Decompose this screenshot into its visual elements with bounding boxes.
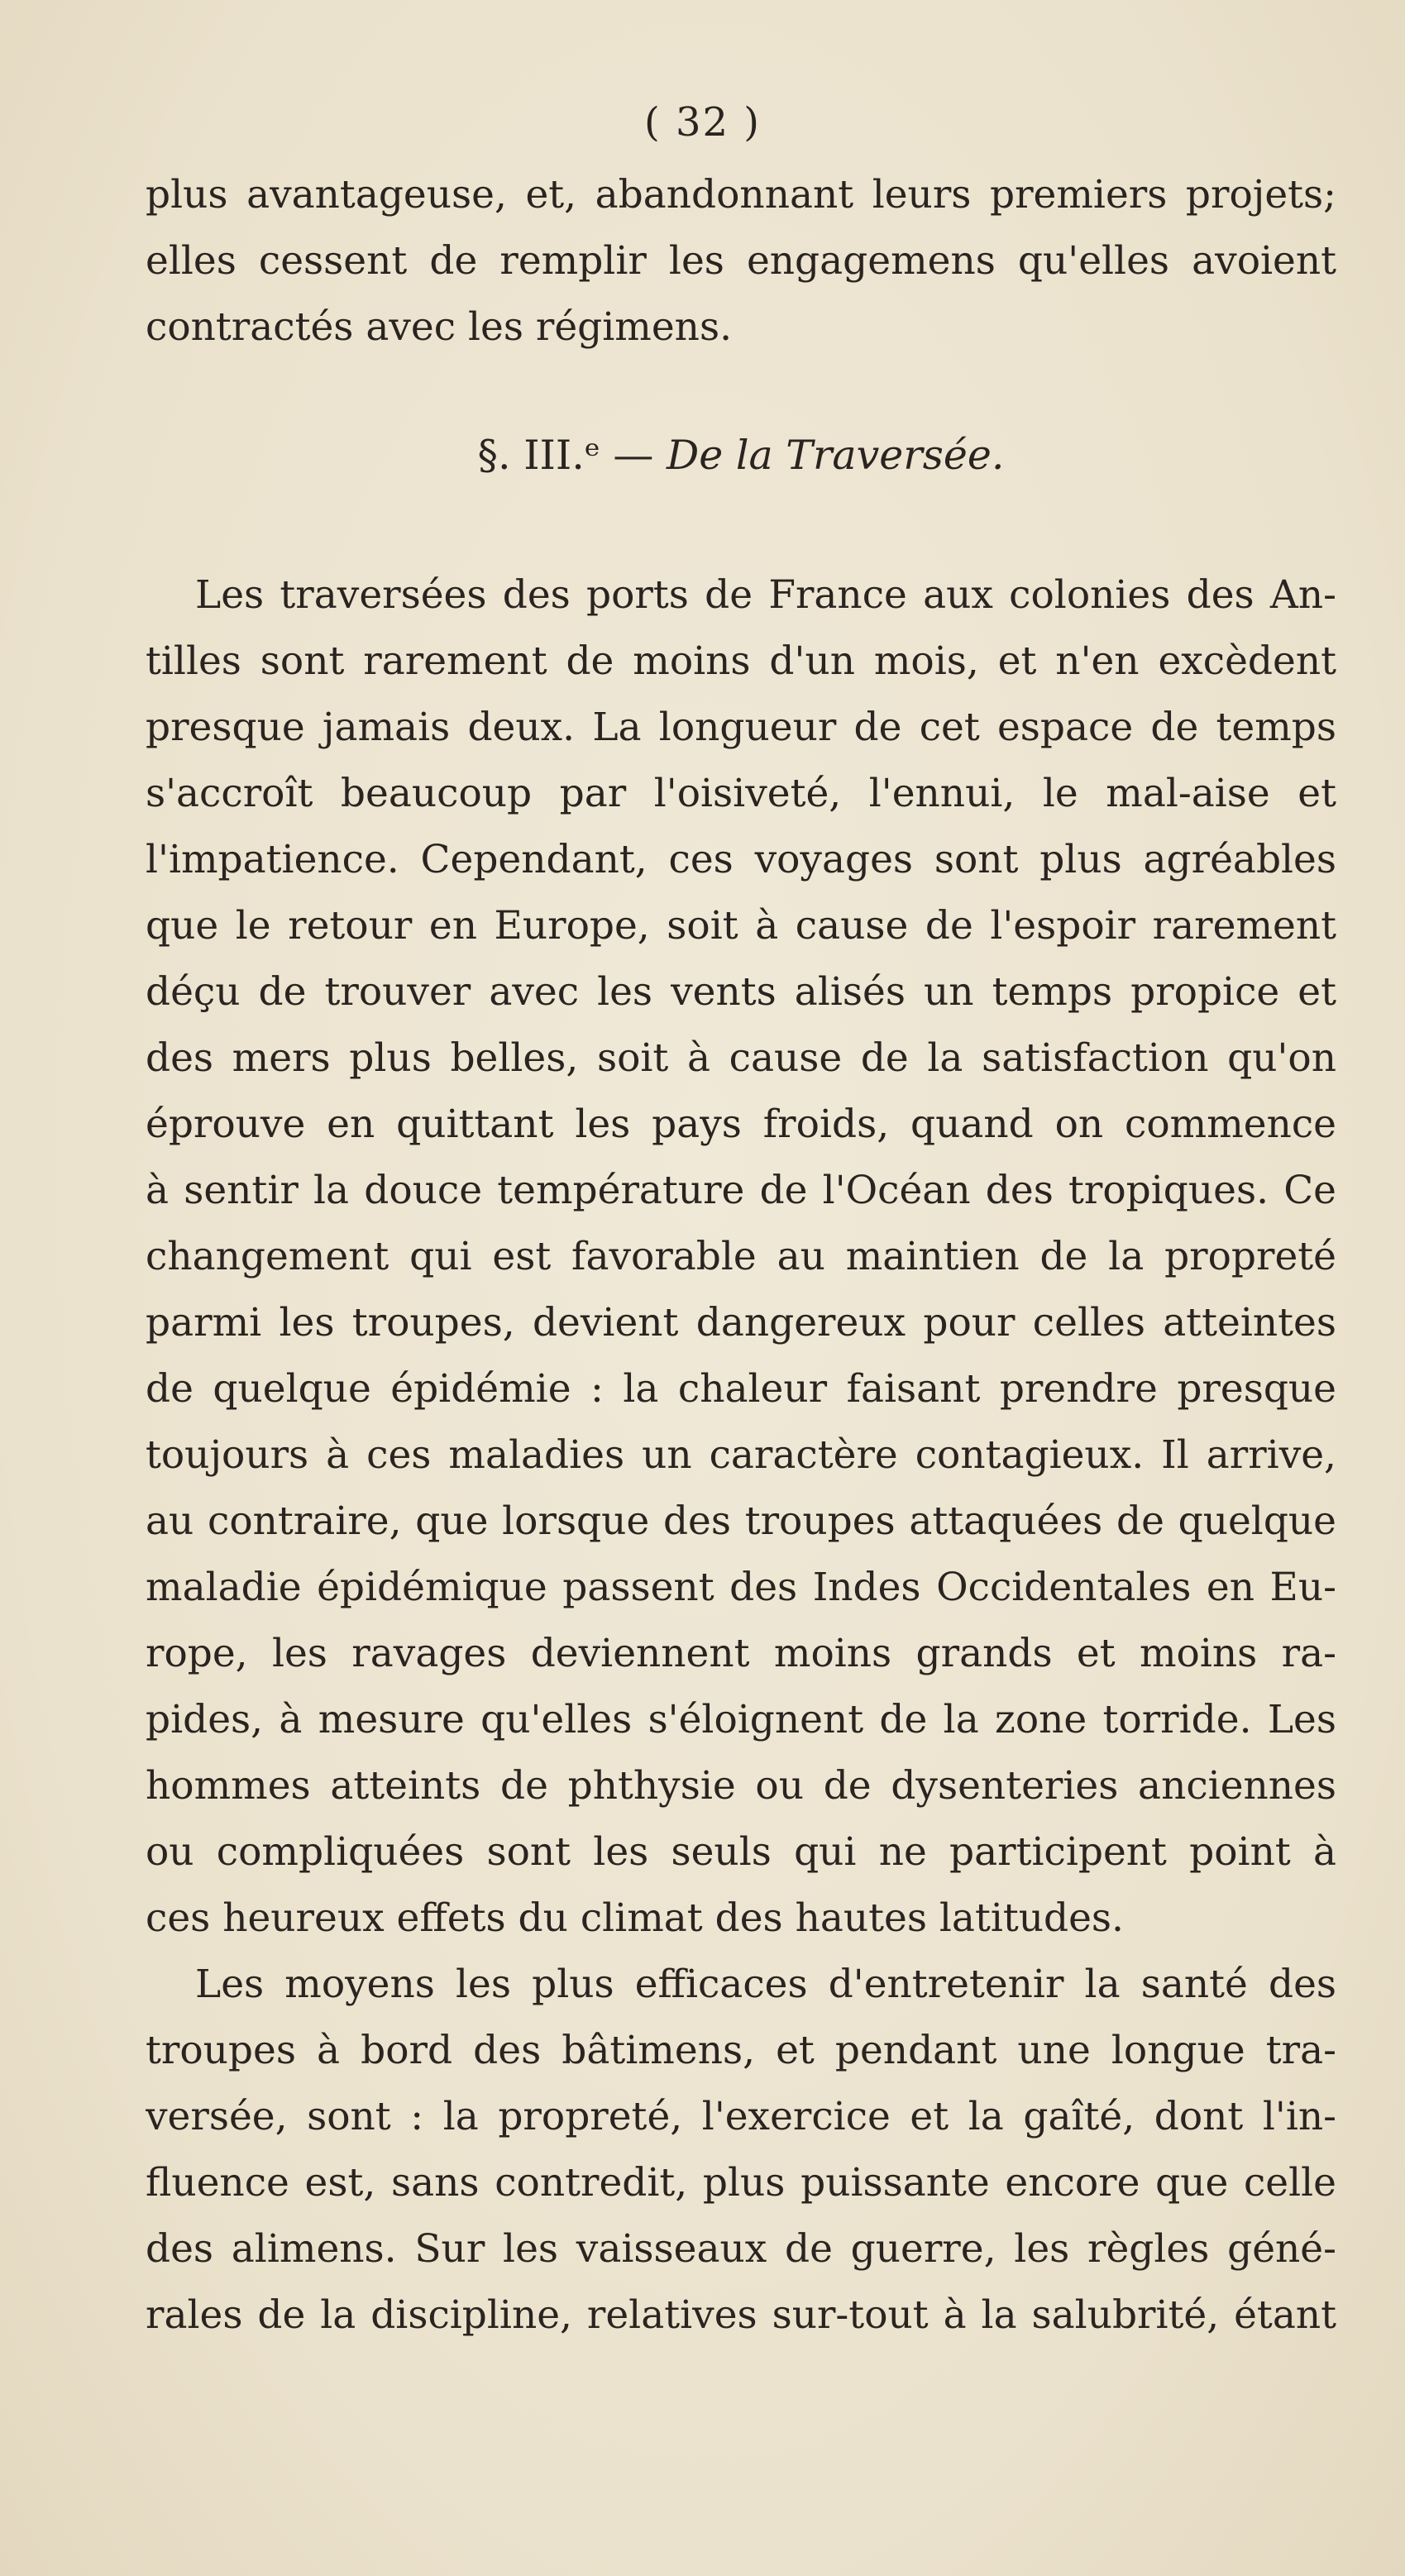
- text-line: des alimens. Sur les vaisseaux de guerre, les règles géné-: [146, 2226, 1336, 2272]
- text-line: maladie épidémique passent des Indes Occidentales en Eu-: [146, 1565, 1336, 1610]
- text-line: ou compliquées sont les seuls qui ne participent point à: [146, 1829, 1336, 1875]
- text-line: au contraire, que lorsque des troupes attaquées de quelque: [146, 1498, 1336, 1544]
- text-line: changement qui est favorable au maintien de la propreté: [146, 1234, 1336, 1279]
- section-heading: [146, 410, 1336, 501]
- text-line: des mers plus belles, soit à cause de la satisfaction qu'on: [146, 1035, 1336, 1081]
- text-line: rales de la discipline, relatives sur-tout à la salubrité, étant: [146, 2292, 1336, 2338]
- text-line: que le retour en Europe, soit à cause de l'espoir rarement: [146, 903, 1336, 949]
- text-line: Les moyens les plus efficaces d'entretenir la santé des: [195, 1962, 1336, 2007]
- text-line: presque jamais deux. La longueur de cet espace de temps: [146, 705, 1336, 750]
- text-line: déçu de trouver avec les vents alisés un temps propice et: [146, 969, 1336, 1015]
- text-line: hommes atteints de phthysie ou de dysenteries anciennes: [146, 1763, 1336, 1809]
- text-line: troupes à bord des bâtimens, et pendant une longue tra-: [146, 2028, 1336, 2073]
- text-line: de quelque épidémie : la chaleur faisant prendre presque: [146, 1366, 1336, 1412]
- text-line: s'accroît beaucoup par l'oisiveté, l'ennui, le mal-aise et: [146, 771, 1336, 816]
- paragraph-3: [146, 1952, 1336, 2349]
- paragraph-2: [146, 562, 1336, 1952]
- text-line: éprouve en quittant les pays froids, quand on commence: [146, 1102, 1336, 1147]
- text-line: Les traversées des ports de France aux colonies des An-: [195, 572, 1336, 618]
- text-block: [146, 162, 1336, 2349]
- text-line: toujours à ces maladies un caractère contagieux. Il arrive,: [146, 1432, 1336, 1478]
- text-line: tilles sont rarement de moins d'un mois, et n'en excèdent: [146, 638, 1336, 684]
- section-label: §. III.ᵉ —: [477, 432, 654, 479]
- text-line: ces heureux effets du climat des hautes latitudes.: [146, 1895, 1124, 1941]
- text-line: fluence est, sans contredit, plus puissante encore que celle: [146, 2160, 1336, 2206]
- text-line: versée, sont : la propreté, l'exercice et la gaîté, dont l'in-: [146, 2094, 1336, 2139]
- paragraph-1: [146, 162, 1336, 361]
- text-line: contractés avec les régimens.: [146, 304, 733, 350]
- text-line: pides, à mesure qu'elles s'éloignent de la zone torride. Les: [146, 1697, 1336, 1742]
- text-line: parmi les troupes, devient dangereux pour celles atteintes: [146, 1300, 1336, 1345]
- text-line: à sentir la douce température de l'Océan des tropiques. Ce: [146, 1168, 1336, 1213]
- text-line: rope, les ravages deviennent moins grands et moins ra-: [146, 1631, 1336, 1676]
- text-line: plus avantageuse, et, abandonnant leurs premiers projets;: [146, 172, 1336, 217]
- text-line: l'impatience. Cependant, ces voyages sont plus agréables: [146, 837, 1336, 882]
- text-line: elles cessent de remplir les engagemens qu'elles avoient: [146, 238, 1336, 284]
- page-number: ( 32 ): [643, 99, 762, 146]
- section-title: De la Traversée.: [666, 432, 1005, 479]
